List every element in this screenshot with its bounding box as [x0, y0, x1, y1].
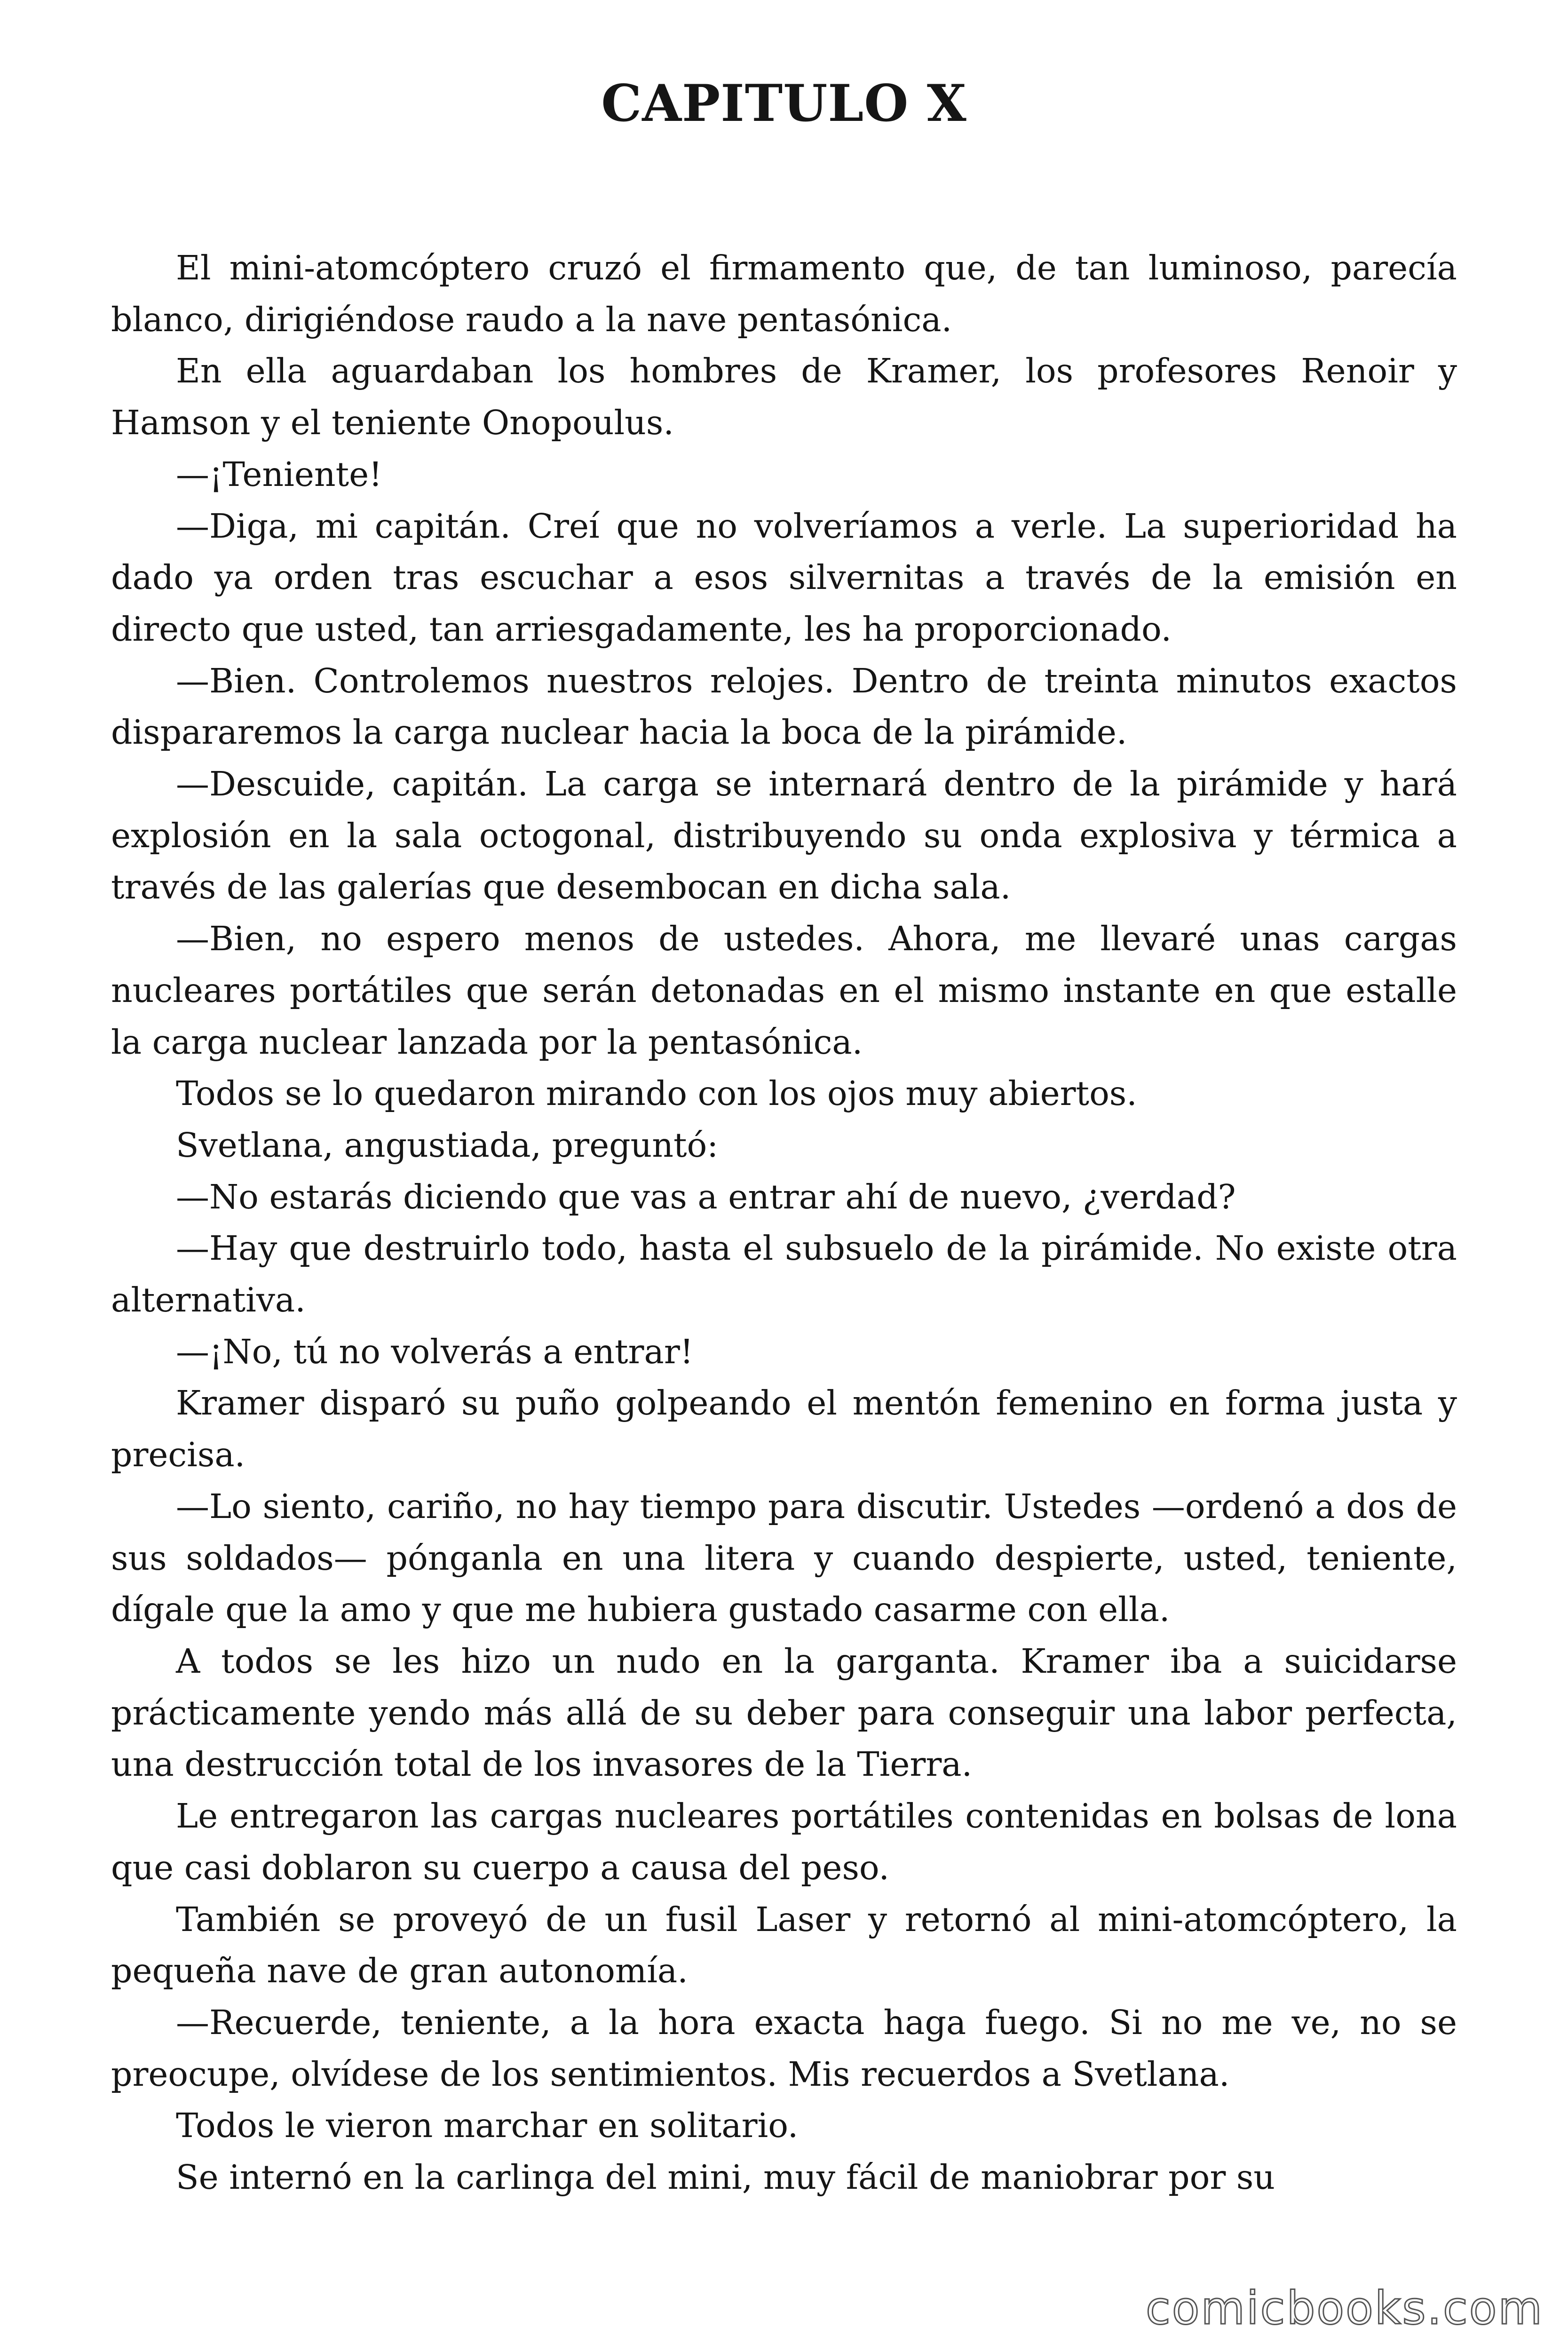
paragraph: Svetlana, angustiada, preguntó: — [176, 1125, 719, 1165]
paragraph: —Lo siento, cariño, no hay tiempo para discutir. Ustedes —ordenó a dos de sus soldados— pónganla en una litera y cuando despierte, usted, teniente, dígale que la amo y que me hubiera gustado casarme con ella. — [111, 1486, 1457, 1629]
paragraph: —¡No, tú no volverás a entrar! — [176, 1332, 694, 1371]
paragraph: Se internó en la carlinga del mini, muy fácil de maniobrar por su — [176, 2158, 1275, 2197]
chapter-body — [111, 242, 1457, 2203]
paragraph: En ella aguardaban los hombres de Kramer, los profesores Renoir y Hamson y el teniente Onopoulus. — [111, 351, 1457, 443]
paragraph: —¡Teniente! — [176, 454, 382, 494]
paragraph: —Hay que destruirlo todo, hasta el subsuelo de la pirámide. No existe otra alternativa. — [111, 1229, 1457, 1320]
paragraph: —Diga, mi capitán. Creí que no volveríamos a verle. La superioridad ha dado ya orden tras escuchar a esos silvernitas a través de la emisión en directo que usted, tan arriesgadamente, les ha proporcionado. — [111, 506, 1457, 649]
paragraph: El mini-atomcóptero cruzó el firmamento que, de tan luminoso, parecía blanco, dirigiéndose raudo a la nave pentasónica. — [111, 248, 1457, 339]
paragraph: Todos le vieron marchar en solitario. — [176, 2106, 799, 2145]
paragraph: —Descuide, capitán. La carga se internará dentro de la pirámide y hará explosión en la sala octogonal, distribuyendo su onda explosiva y térmica a través de las galerías que desembocan en dicha sala. — [111, 764, 1457, 907]
paragraph: A todos se les hizo un nudo en la garganta. Kramer iba a suicidarse prácticamente yendo más allá de su deber para conseguir una labor perfecta, una destrucción total de los invasores de la Tierra. — [111, 1641, 1457, 1784]
paragraph: —Recuerde, teniente, a la hora exacta haga fuego. Si no me ve, no se preocupe, olvídese de los sentimientos. Mis recuerdos a Svetlana. — [111, 2002, 1457, 2094]
paragraph: Kramer disparó su puño golpeando el mentón femenino en forma justa y precisa. — [111, 1383, 1457, 1475]
chapter-title: CAPITULO X — [601, 74, 967, 133]
paragraph: —Bien. Controlemos nuestros relojes. Dentro de treinta minutos exactos dispararemos la carga nuclear hacia la boca de la pirámide. — [111, 661, 1457, 752]
paragraph: —No estarás diciendo que vas a entrar ahí de nuevo, ¿verdad? — [176, 1177, 1236, 1216]
paragraph: —Bien, no espero menos de ustedes. Ahora, me llevaré unas cargas nucleares portátiles que serán detonadas en el mismo instante en que estalle la carga nuclear lanzada por la pentasónica. — [111, 919, 1457, 1062]
book-page — [111, 0, 1457, 2352]
watermark-logo: comicbooks.com — [1145, 2282, 1544, 2335]
paragraph: Todos se lo quedaron mirando con los ojos muy abiertos. — [176, 1074, 1137, 1113]
paragraph: También se proveyó de un fusil Laser y retornó al mini-atomcóptero, la pequeña nave de gran autonomía. — [111, 1899, 1457, 1991]
paragraph: Le entregaron las cargas nucleares portátiles contenidas en bolsas de lona que casi doblaron su cuerpo a causa del peso. — [111, 1796, 1457, 1887]
